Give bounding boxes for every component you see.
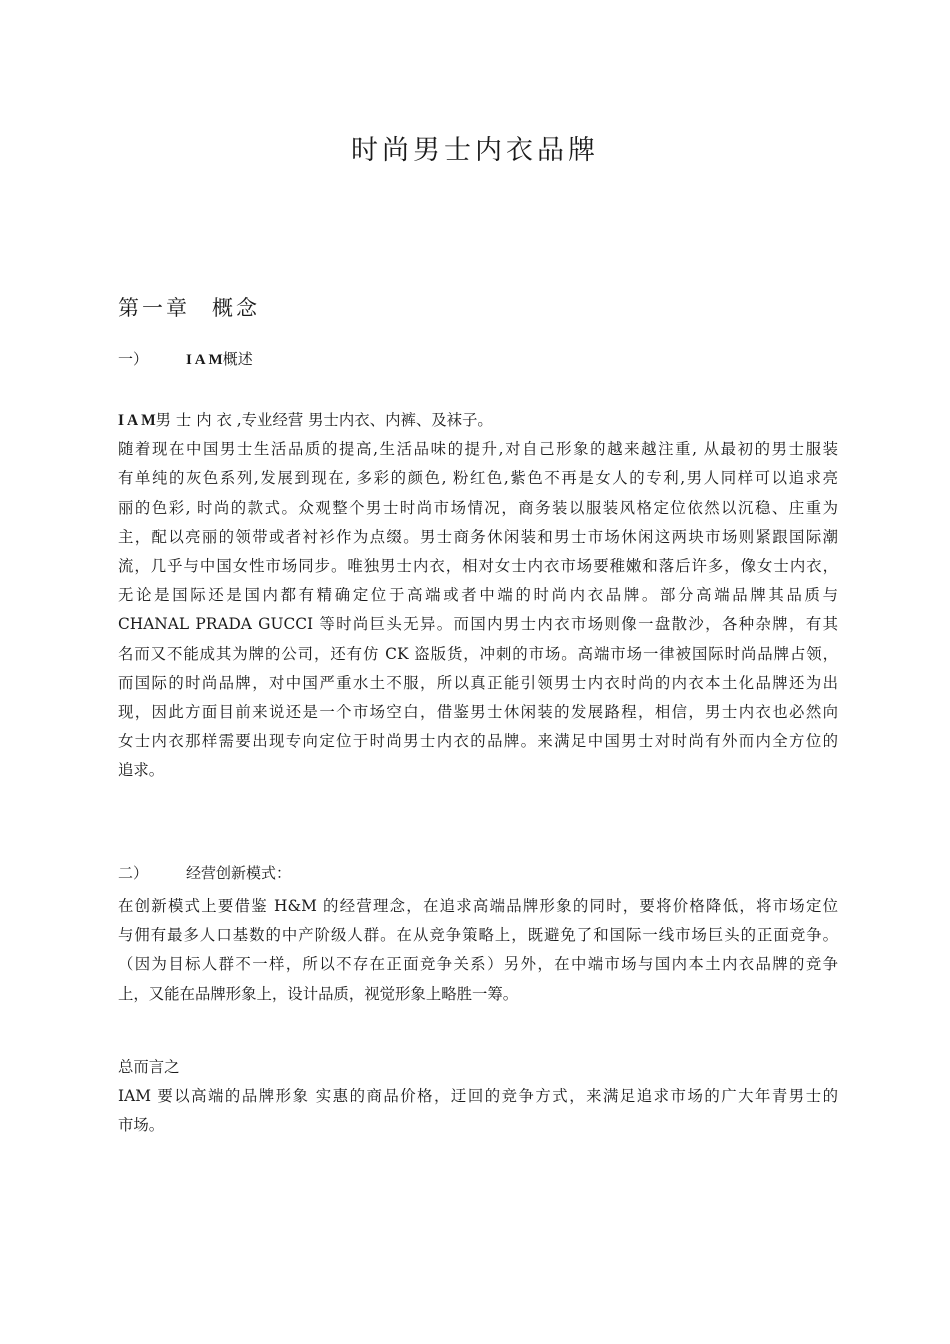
paragraph-line: 而国际的时尚品牌，对中国严重水土不服，所以真正能引领男士内衣时尚的内衣本土化品牌还为出 — [118, 673, 838, 692]
section-1-heading-text: 概述 — [222, 350, 253, 368]
paragraph-line: 名而又不能成其为牌的公司，还有仿 CK 盗版货，冲刺的市场。高端市场一律被国际时尚品牌占领， — [118, 644, 838, 663]
chapter-number: 第一章 — [118, 296, 190, 320]
chapter-name: 概念 — [212, 296, 260, 320]
paragraph-line: 上，又能在品牌形象上，设计品质，视觉形象上略胜一筹。 — [118, 984, 519, 1003]
chapter-heading — [118, 292, 260, 322]
paragraph-line: 丽的色彩, 时尚的款式。众观整个男士时尚市场情况，商务装以服装风格定位依然以沉稳、庄重为 — [118, 498, 838, 517]
paragraph-line: 流，几乎与中国女性市场同步。唯独男士内衣，相对女士内衣市场要稚嫩和落后许多，像女士内衣， — [118, 557, 838, 576]
summary-body — [118, 1053, 838, 1141]
paragraph-line: 追求。 — [118, 761, 165, 780]
section-2-heading — [118, 862, 291, 883]
section-1-heading-brand: I A M — [186, 352, 223, 368]
section-1-body — [118, 406, 838, 786]
paragraph-line: 与佣有最多人口基数的中产阶级人群。在从竞争策略上，既避免了和国际一线市场巨头的正面竞争。 — [118, 926, 838, 945]
section-2-number: 二） — [118, 864, 149, 882]
section-2-body — [118, 892, 838, 1009]
section-1-lead — [118, 406, 838, 435]
paragraph-line: 随着现在中国男士生活品质的提高,生活品味的提升,对自己形象的越来越注重, 从最初的男士服装 — [118, 440, 838, 459]
paragraph-line: 主，配以亮丽的领带或者衬衫作为点缀。男士商务休闲装和男士市场休闲这两块市场则紧跟国际潮 — [118, 527, 838, 546]
section-1-lead-brand: I A M — [118, 412, 156, 429]
paragraph-line: 无论是国际还是国内都有精确定位于高端或者中端的时尚内衣品牌。部分高端品牌其品质与 — [118, 586, 838, 605]
paragraph-line: 在创新模式上要借鉴 H&M 的经营理念，在追求高端品牌形象的同时，要将价格降低，将市场定位 — [118, 897, 838, 915]
paragraph-line: 女士内衣那样需要出现专向定位于时尚男士内衣的品牌。来满足中国男士对时尚有外而内全方位的 — [118, 732, 838, 751]
summary-heading: 总而言之 — [118, 1058, 180, 1076]
section-1-lead-text: 男 士 内 衣 ,专业经营 男士内衣、内裤、及袜子。 — [155, 411, 493, 429]
paragraph-line: 现，因此方面目前来说还是一个市场空白，借鉴男士休闲装的发展路程，相信，男士内衣也必然向 — [118, 703, 838, 722]
section-1-heading — [118, 348, 253, 369]
document-title: 时尚男士内衣品牌 — [351, 135, 599, 166]
section-1-number: 一） — [118, 350, 149, 368]
paragraph-line: IAM 要以高端的品牌形象 实惠的商品价格，迂回的竞争方式，来满足追求市场的广大年青男士的 — [118, 1087, 838, 1106]
paragraph-line: （因为目标人群不一样，所以不存在正面竞争关系）另外，在中端市场与国内本土内衣品牌的竞争 — [118, 955, 838, 974]
paragraph-line: 市场。 — [118, 1116, 165, 1135]
paragraph-line: 有单纯的灰色系列,发展到现在, 多彩的颜色, 粉红色,紫色不再是女人的专利,男人同样可以追求亮 — [118, 469, 838, 488]
section-2-heading-text: 经营创新模式： — [186, 864, 292, 882]
paragraph-line: CHANAL PRADA GUCCI 等时尚巨头无异。而国内男士内衣市场则像一盘散沙，各种杂牌，有其 — [118, 615, 838, 634]
